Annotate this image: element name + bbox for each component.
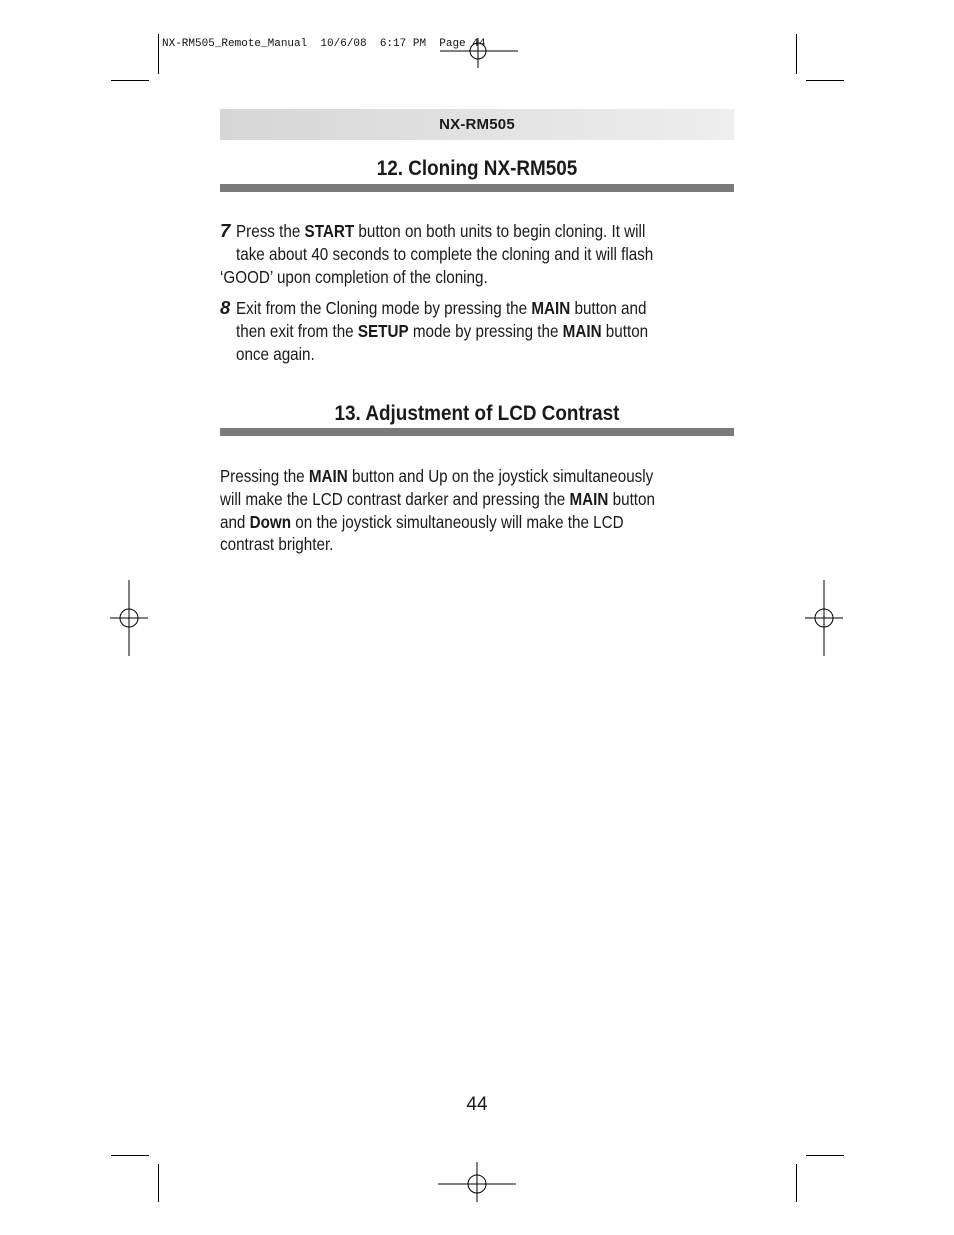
registration-mark-top <box>440 30 520 70</box>
section-13-paragraph <box>220 465 720 556</box>
crop-mark-bottom-right-v <box>796 1164 797 1202</box>
registration-mark-right <box>804 580 844 658</box>
crop-mark-top-left-h <box>111 80 149 81</box>
registration-mark-bottom <box>438 1162 518 1204</box>
step-7-line-1: Press the START button on both units to begin cloning. It will <box>236 221 646 241</box>
section-13-rule <box>220 428 734 436</box>
section-12-title: 12. Cloning NX-RM505 <box>376 157 578 180</box>
crop-mark-bottom-right-h <box>806 1155 844 1156</box>
step-8-line-1: Exit from the Cloning mode by pressing the MAIN button and <box>236 298 647 318</box>
step-8-text <box>220 297 720 365</box>
step-8-line-3: once again. <box>236 343 315 364</box>
crop-mark-top-right-v <box>796 34 797 74</box>
crop-mark-top-left-v <box>158 34 159 74</box>
header-band <box>220 109 734 140</box>
page-number: 44 <box>466 1094 488 1115</box>
crop-mark-top-right-h <box>806 80 844 81</box>
section-12-rule <box>220 184 734 192</box>
step-8-line-2: then exit from the SETUP mode by pressing the MAIN button <box>236 320 649 341</box>
section-13-line-2: will make the LCD contrast darker and pressing the MAIN button <box>220 488 655 509</box>
print-slug: NX-RM505_Remote_Manual 10/6/08 6:17 PM Page 44 <box>162 38 486 50</box>
crop-mark-bottom-left-h <box>111 1155 149 1156</box>
step-7-line-3: ‘GOOD’ upon completion of the cloning. <box>220 266 488 287</box>
step-8-number: 8 <box>220 297 231 318</box>
registration-mark-left <box>110 580 150 658</box>
step-8 <box>220 297 720 365</box>
step-7 <box>220 220 720 288</box>
step-7-line-2: take about 40 seconds to complete the cloning and it will flash <box>236 243 654 264</box>
section-13-line-3: and Down on the joystick simultaneously will make the LCD <box>220 511 624 532</box>
section-13-title: 13. Adjustment of LCD Contrast <box>334 402 620 425</box>
section-13-line-4: contrast brighter. <box>220 534 334 555</box>
step-7-number: 7 <box>220 220 231 241</box>
header-label: NX-RM505 <box>439 116 515 133</box>
crop-mark-bottom-left-v <box>158 1164 159 1202</box>
section-13-line-1: Pressing the MAIN button and Up on the joystick simultaneously <box>220 466 654 486</box>
step-7-text <box>220 220 720 288</box>
